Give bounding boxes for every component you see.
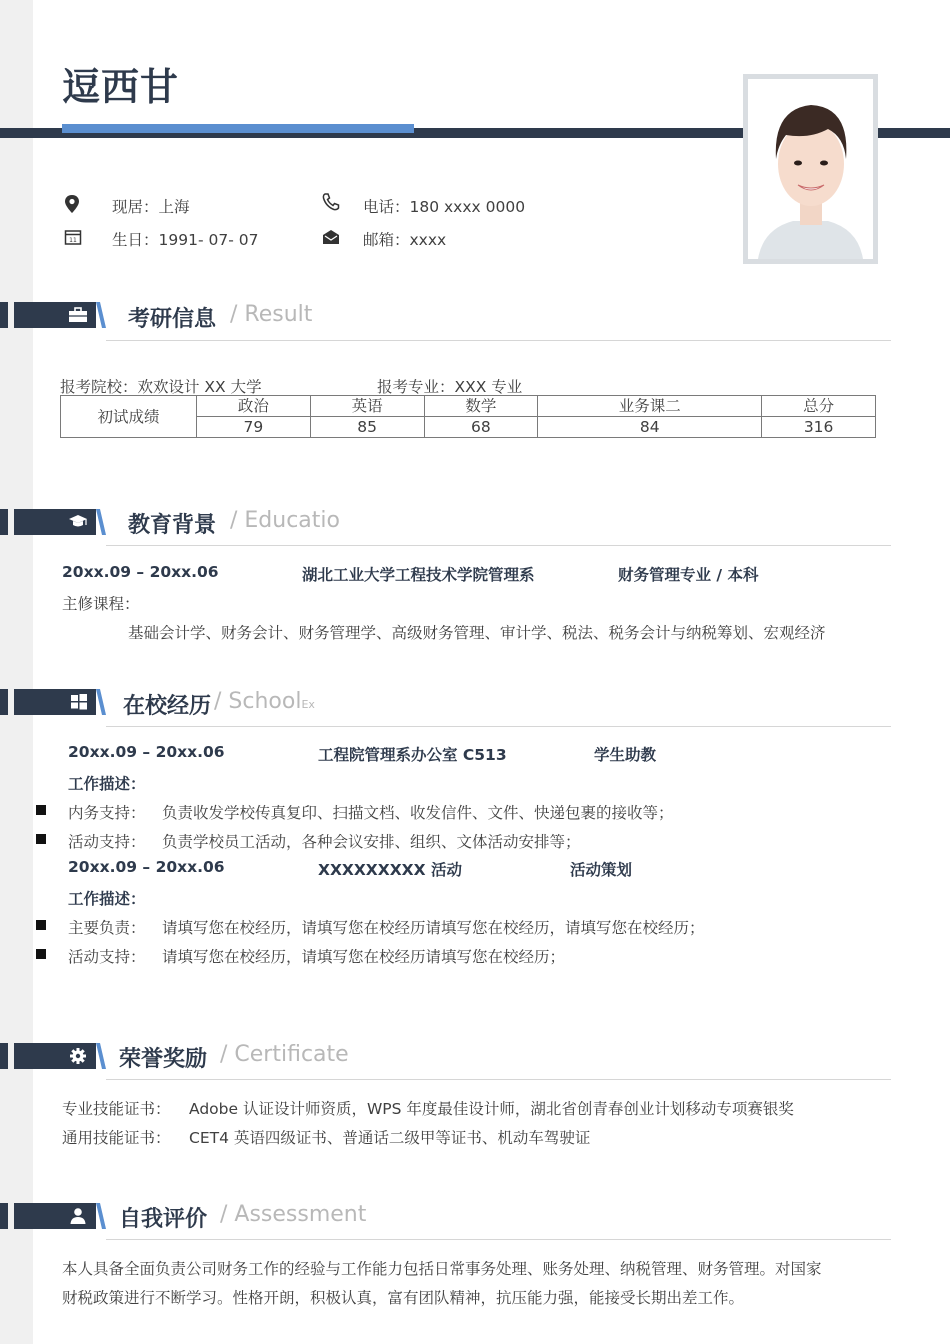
score-header: 政治 [197, 396, 311, 417]
school-entry-role: 学生助教 [594, 746, 657, 764]
calendar-icon [64, 228, 82, 246]
email-text: 邮箱：xxxx [363, 231, 447, 249]
left-margin-bar [0, 0, 33, 1344]
school-entry-period: 20xx.09 – 20xx.06 [68, 743, 225, 761]
score-cell: 68 [424, 417, 538, 438]
section-subtitle-self: / Assessment [220, 1202, 367, 1227]
section-subtitle-school: / SchoolEx [214, 689, 315, 714]
education-period: 20xx.09 – 20xx.06 [62, 563, 219, 581]
education-school: 湖北工业大学工程技术学院管理系 [302, 566, 535, 584]
section-divider-self [106, 1239, 891, 1240]
exam-major: 报考专业：XXX 专业 [377, 378, 523, 396]
pro-cert-label: 专业技能证书： [62, 1100, 171, 1118]
candidate-name: 逗西甘 [62, 65, 180, 109]
section-bar-exam [0, 302, 110, 328]
phone-icon [322, 193, 340, 211]
courses-text: 基础会计学、财务会计、财务管理学、高级财务管理、审计学、税法、税务会计与纳税筹划、宏观经济 [128, 624, 826, 642]
score-header: 总分 [762, 396, 876, 417]
bullet-icon [36, 805, 46, 815]
work-desc-label: 工作描述： [68, 775, 146, 793]
user-icon [69, 1207, 87, 1225]
self-eval-line: 本人具备全面负责公司财务工作的经验与工作能力包括日常事务处理、账务处理、纳税管理、财务管理。对国家 [62, 1260, 822, 1278]
header-accent-rule [62, 124, 414, 133]
phone-text: 电话：180 xxxx 0000 [363, 198, 526, 216]
section-bar-education [0, 509, 110, 535]
school-entry-period: 20xx.09 – 20xx.06 [68, 858, 225, 876]
score-header: 英语 [310, 396, 424, 417]
gen-cert-label: 通用技能证书： [62, 1129, 171, 1147]
svg-text:11: 11 [69, 237, 77, 244]
duty-label: 活动支持： [68, 948, 146, 966]
school-entry-role: 活动策划 [570, 861, 633, 879]
bullet-icon [36, 834, 46, 844]
school-entry-org: 工程院管理系办公室 C513 [318, 746, 507, 764]
section-subtitle-education: / Educatio [230, 508, 340, 533]
section-bar-honors [0, 1043, 110, 1069]
gen-cert-text: CET4 英语四级证书、普通话二级甲等证书、机动车驾驶证 [189, 1129, 591, 1147]
graduation-cap-icon [68, 513, 86, 531]
windows-icon [70, 693, 88, 711]
duty-label: 活动支持： [68, 833, 146, 851]
duty-text: 请填写您在校经历，请填写您在校经历请填写您在校经历； [162, 948, 566, 966]
location-pin-icon [64, 195, 82, 213]
residence-text: 现居：上海 [112, 198, 190, 216]
score-header: 业务课二 [538, 396, 762, 417]
score-cell: 84 [538, 417, 762, 438]
duty-label: 主要负责： [68, 919, 146, 937]
bullet-icon [36, 949, 46, 959]
duty-text: 负责学校员工活动，各种会议安排、组织、文体活动安排等； [162, 833, 581, 851]
briefcase-icon [68, 306, 86, 324]
bullet-icon [36, 920, 46, 930]
score-cell: 316 [762, 417, 876, 438]
section-title-education: 教育背景 [128, 513, 217, 538]
score-header: 数学 [424, 396, 538, 417]
work-desc-label: 工作描述： [68, 890, 146, 908]
section-divider-education [106, 545, 891, 546]
section-title-school: 在校经历 [123, 694, 212, 719]
education-degree: 财务管理专业 / 本科 [618, 566, 759, 584]
exam-score-table [60, 395, 876, 438]
section-title-exam: 考研信息 [128, 307, 217, 332]
birthday-text: 生日：1991- 07- 07 [112, 231, 259, 249]
section-title-honors: 荣誉奖励 [119, 1047, 208, 1072]
school-entry-org: XXXXXXXXX 活动 [318, 861, 462, 879]
duty-text: 负责收发学校传真复印、扫描文档、收发信件、文件、快递包裹的接收等； [162, 804, 674, 822]
duty-text: 请填写您在校经历，请填写您在校经历请填写您在校经历，请填写您在校经历； [162, 919, 705, 937]
score-row-label: 初试成绩 [61, 396, 197, 438]
self-eval-line: 财税政策进行不断学习。性格开朗，积极认真，富有团队精神，抗压能力强，能接受长期出差工作。 [62, 1289, 745, 1307]
section-title-self: 自我评价 [119, 1207, 208, 1232]
gear-icon [69, 1047, 87, 1065]
duty-label: 内务支持： [68, 804, 146, 822]
pro-cert-text: Adobe 认证设计师资质，WPS 年度最佳设计师，湖北省创青春创业计划移动专项赛银奖 [189, 1100, 794, 1118]
courses-label: 主修课程： [62, 595, 140, 613]
exam-school: 报考院校：欢欢设计 XX 大学 [60, 378, 262, 396]
score-cell: 79 [197, 417, 311, 438]
section-subtitle-honors: / Certificate [220, 1042, 349, 1067]
profile-photo [748, 79, 873, 259]
section-subtitle-exam: / Result [230, 302, 313, 327]
section-divider-exam [106, 340, 891, 341]
mail-icon [322, 228, 340, 246]
section-bar-school [0, 689, 110, 715]
section-divider-honors [106, 1079, 891, 1080]
section-divider-school [106, 726, 891, 727]
score-cell: 85 [310, 417, 424, 438]
section-bar-self [0, 1203, 110, 1229]
